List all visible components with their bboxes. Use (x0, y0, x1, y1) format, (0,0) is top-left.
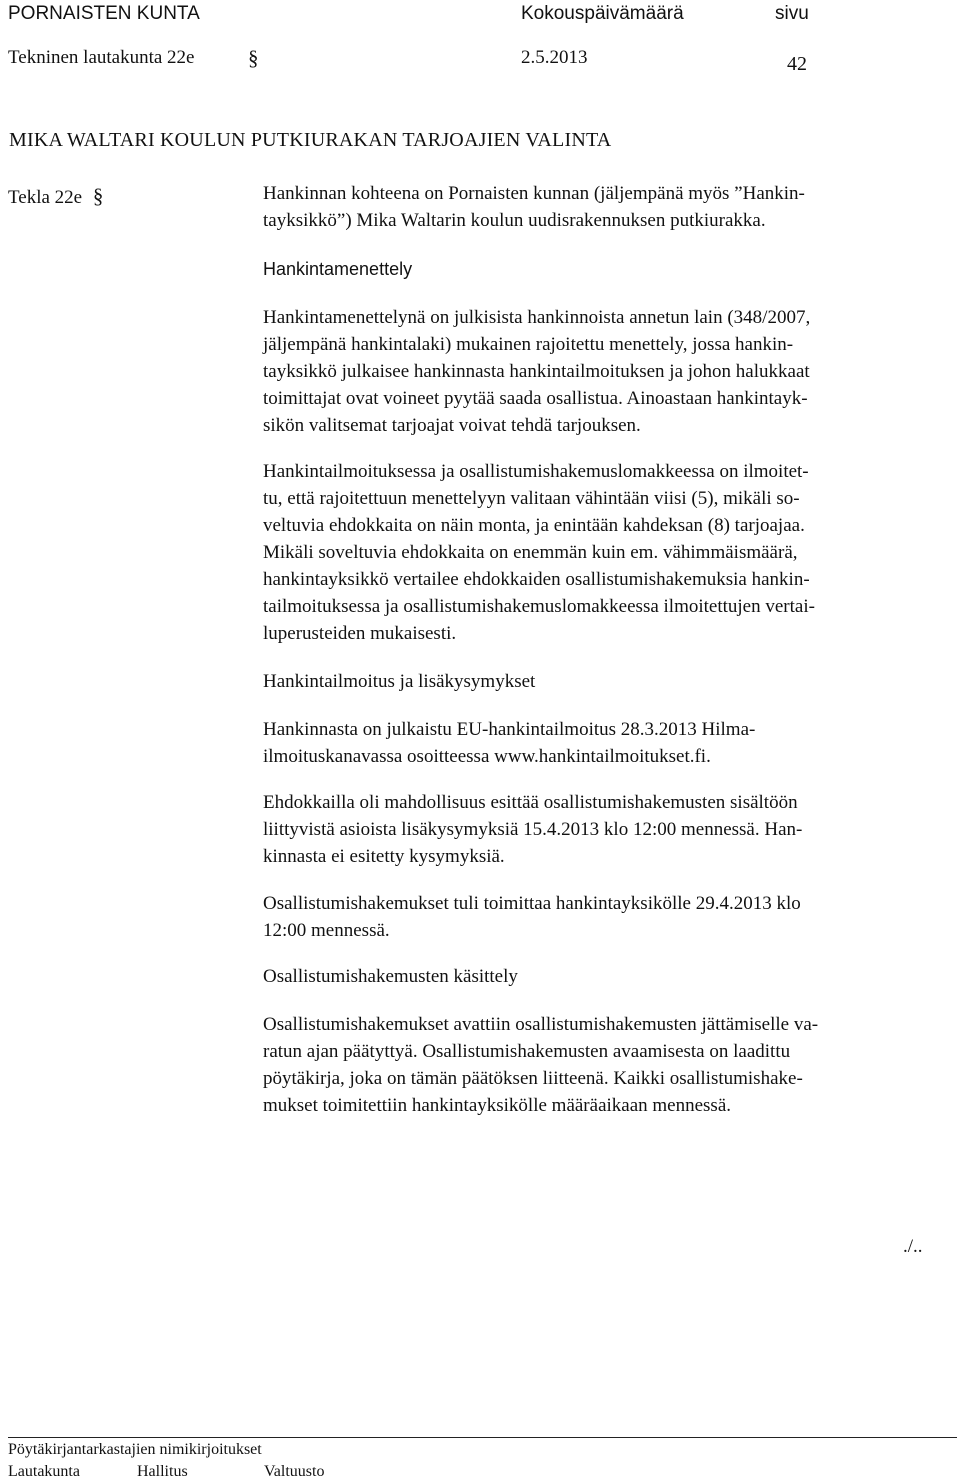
text-line: sikön valitsemat tarjoajat voivat tehdä tarjouksen. (263, 415, 641, 436)
section-mark: § (248, 46, 259, 70)
section-mark-icon (248, 46, 259, 72)
text-line: mukset toimitettiin hankintayksikölle määräaikaan mennessä. (263, 1095, 732, 1116)
text-line: Osallistumishakemukset avattiin osallistumishakemusten jättämiselle va- (263, 1014, 819, 1035)
text-line: liittyvistä asioista lisäkysymyksiä 15.4.2013 klo 12:00 mennessä. Han- (263, 819, 803, 840)
text-line: tu, että rajoitettuun menettelyyn valitaan vähintään viisi (5), mikäli so- (263, 488, 800, 509)
organization-name: PORNAISTEN KUNTA (8, 3, 200, 24)
footer-divider (8, 1437, 957, 1438)
text-line: ratun ajan päätyttyä. Osallistumishakemusten avaamisesta on laadittu (263, 1041, 791, 1062)
continued-marker: ./.. (903, 1236, 923, 1257)
initials-valtuusto: Valtuusto (264, 1463, 325, 1480)
heading-procedure: Hankintamenettely (263, 259, 413, 279)
text-line: Ehdokkailla oli mahdollisuus esittää osallistumishakemusten sisältöön (263, 792, 798, 813)
text-line: veltuvia ehdokkaita on näin monta, ja enintään kahdeksan (8) tarjoajaa. (263, 515, 805, 536)
initials-hallitus: Hallitus (137, 1463, 188, 1480)
signatures-label: Pöytäkirjantarkastajien nimikirjoitukset (8, 1441, 262, 1458)
document-title: MIKA WALTARI KOULUN PUTKIURAKAN TARJOAJIEN VALINTA (9, 129, 612, 151)
item-reference-code: Tekla 22e (8, 187, 83, 208)
text-line: Hankintailmoituksessa ja osallistumishakemuslomakkeessa on ilmoitet- (263, 461, 809, 482)
text-line: tayksikkö julkaisee hankinnasta hankintailmoituksen ja johon halukkaat (263, 361, 810, 382)
procedure-paragraph (263, 304, 946, 439)
text-line: Osallistumishakemukset tuli toimittaa hankintayksikölle 29.4.2013 klo (263, 893, 801, 914)
text-line: tayksikkö”) Mika Waltarin koulun uudisrakennuksen putkiurakka. (263, 210, 766, 231)
processing-paragraph (263, 1011, 946, 1119)
meeting-date-label: Kokouspäivämäärä (521, 3, 684, 24)
text-line: Hankinnasta on julkaistu EU-hankintailmoitus 28.3.2013 Hilma- (263, 719, 756, 740)
initials-lautakunta: Lautakunta (8, 1463, 80, 1480)
text-line: Mikäli soveltuvia ehdokkaita on enemmän kuin em. vähimmäismäärä, (263, 542, 798, 563)
text-line: luperusteiden mukaisesti. (263, 623, 457, 644)
text-line: toimittajat ovat voineet pyytää saada osallistua. Ainoastaan hankintayk- (263, 388, 808, 409)
item-section-mark: § (92, 184, 104, 208)
questions-paragraph (263, 789, 946, 870)
text-line: hankintayksikkö vertailee ehdokkaiden osallistumishakemuksia hankin- (263, 569, 810, 590)
deadline-paragraph (263, 890, 946, 944)
text-line: tailmoituksessa ja osallistumishakemuslomakkeessa ilmoitettujen vertai- (263, 596, 815, 617)
item-reference (8, 183, 103, 211)
notice-details-paragraph (263, 458, 946, 647)
heading-notice: Hankintailmoitus ja lisäkysymykset (263, 671, 536, 692)
text-line: 12:00 mennessä. (263, 920, 390, 941)
notice-published-paragraph (263, 716, 946, 770)
text-line: kinnasta ei esitetty kysymyksiä. (263, 846, 505, 867)
text-line: ilmoituskanavassa osoitteessa www.hankintailmoitukset.fi. (263, 746, 711, 767)
meeting-date: 2.5.2013 (521, 47, 588, 68)
text-line: Hankinnan kohteena on Pornaisten kunnan (jäljempänä myös ”Hankin- (263, 183, 805, 204)
page-label: sivu (775, 3, 809, 24)
page-number: 42 (787, 53, 807, 75)
heading-processing: Osallistumishakemusten käsittely (263, 966, 518, 987)
committee-name: Tekninen lautakunta 22e (8, 47, 195, 68)
intro-paragraph (263, 180, 946, 234)
text-line: Hankintamenettelynä on julkisista hankinnoista annetun lain (348/2007, (263, 307, 811, 328)
text-line: pöytäkirja, joka on tämän päätöksen liitteenä. Kaikki osallistumishake- (263, 1068, 803, 1089)
text-line: jäljempänä hankintalaki) mukainen rajoitettu menettely, jossa hankin- (263, 334, 794, 355)
